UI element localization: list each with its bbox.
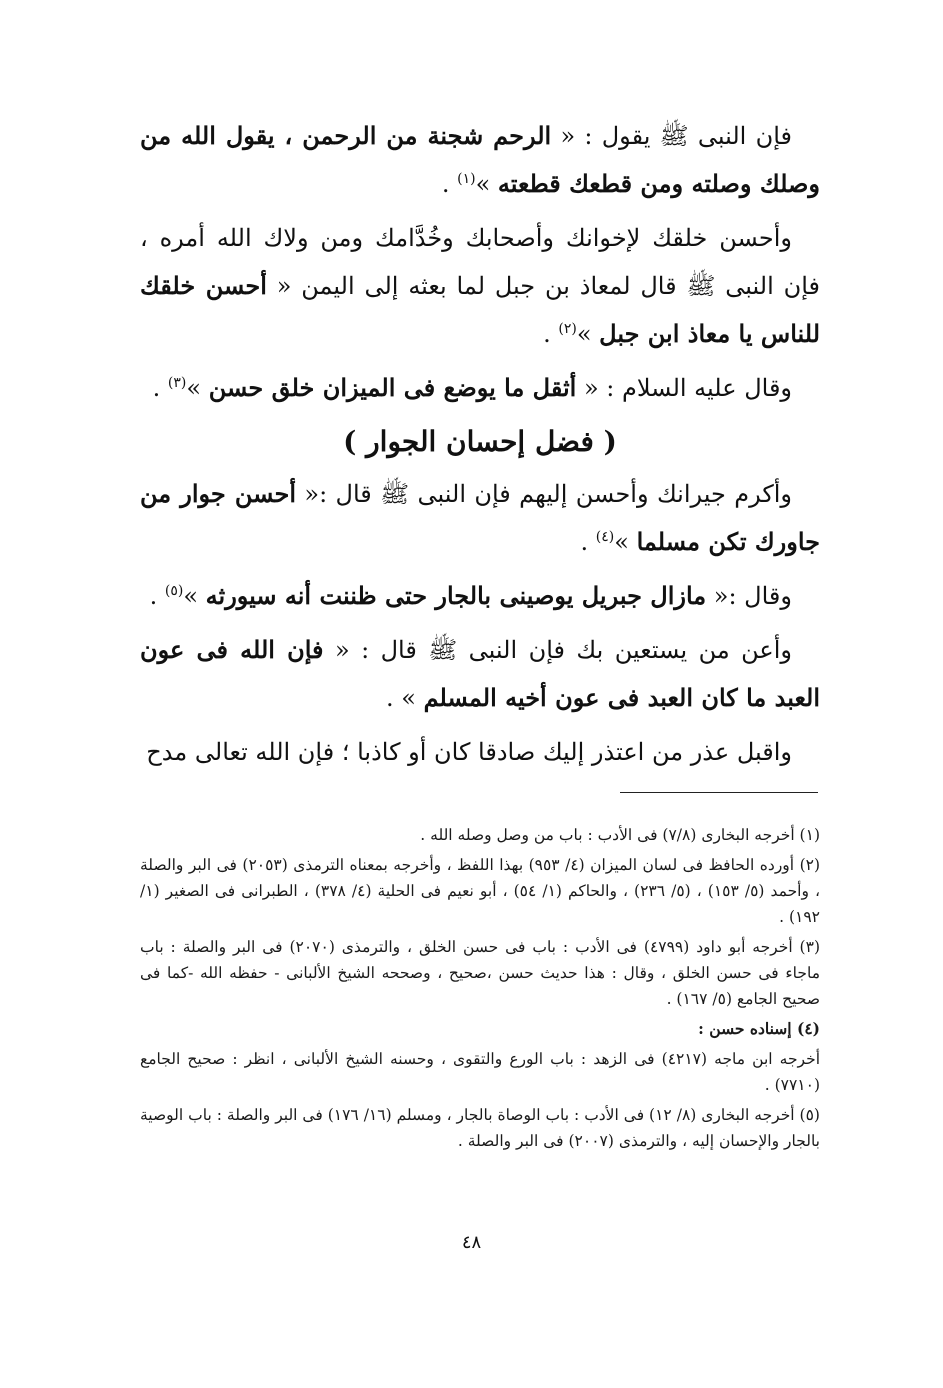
footnote-ref-2[interactable]: (٢) bbox=[558, 321, 577, 337]
section-heading: ( فضل إحسان الجوار ) bbox=[343, 425, 617, 458]
text: » bbox=[576, 320, 600, 348]
footnote-5: (٥) أخرجه البخارى (٨/ ١٢) فى الأدب : باب الوصاة بالجار ، ومسلم (١٦/ ١٧٦) فى البر والصلة : باب الوصية بالجار والإحسان إليه ، والترمذى (٢٠٠٧) فى البر والصلة . bbox=[140, 1106, 820, 1150]
hadith-quote: فإن الله فى عون العبد ما كان العبد فى عون أخيه المسلم bbox=[140, 635, 820, 712]
paragraph-7 bbox=[140, 728, 820, 776]
footnote-divider bbox=[620, 792, 818, 793]
text: » bbox=[186, 374, 209, 402]
paragraph-5 bbox=[140, 572, 820, 620]
text: . bbox=[149, 582, 165, 610]
text: » bbox=[614, 528, 637, 556]
paragraph-1 bbox=[140, 112, 820, 208]
footnote-4-heading: (٤) إسناده حسن : bbox=[698, 1019, 820, 1038]
footnote-1: (١) أخرجه البخارى (٧/٨) فى الأدب : باب من وصل وصله الله . bbox=[420, 826, 820, 844]
footnote-ref-4[interactable]: (٤) bbox=[595, 529, 615, 545]
paragraph-6 bbox=[140, 626, 820, 722]
page-number: ٤٨ bbox=[461, 1232, 482, 1253]
text: واقبل عذر من اعتذر إليك صادقا كان أو كاذبا ؛ فإن الله تعالى مدح bbox=[146, 738, 792, 766]
text: » bbox=[475, 170, 498, 198]
text: . bbox=[152, 374, 168, 402]
text: » . bbox=[385, 684, 424, 712]
hadith-quote: أحسن خلقك للناس يا معاذ ابن جبل bbox=[140, 271, 820, 348]
text: . bbox=[543, 320, 559, 348]
footnote-ref-5[interactable]: (٥) bbox=[164, 583, 184, 599]
text: . bbox=[580, 528, 596, 556]
text: وأكرم جيرانك وأحسن إليهم فإن النبى ﷺ قال :« bbox=[296, 480, 792, 508]
text: » bbox=[183, 582, 206, 610]
hadith-quote: أحسن جوار من جاورك تكن مسلما bbox=[140, 479, 820, 556]
hadith-quote: أثقل ما يوضع فى الميزان خلق حسن bbox=[208, 373, 577, 402]
footnote-3: (٣) أخرجه أبو داود (٤٧٩٩) فى الأدب : باب فى حسن الخلق ، والترمذى (٢٠٧٠) فى البر والصلة : باب ماجاء فى حسن الخلق ، وقال : هذا حديث حسن ،صحيح ، وصححه الشيخ الألبانى - حفظه الله -كما فى صحيح الجامع (٥/ ١٦٧) . bbox=[140, 938, 820, 1008]
paragraph-4 bbox=[140, 470, 820, 566]
footnote-4: أخرجه ابن ماجه (٤٢١٧) فى الزهد : باب الورع والتقوى ، وحسنه الشيخ الألبانى ، انظر : صحيح الجامع (٧٧١٠) . bbox=[140, 1050, 820, 1094]
hadith-quote: مازال جبريل يوصينى بالجار حتى ظننت أنه سيورثه bbox=[205, 581, 707, 610]
hadith-quote: الرحم شجنة من الرحمن ، يقول الله من وصلك وصلته ومن قطعك قطعته bbox=[140, 121, 820, 198]
footnote-2: (٢) أورده الحافظ فى لسان الميزان (٤/ ٩٥٣) بهذا اللفظ ، وأخرجه بمعناه الترمذى (٢٠٥٣) فى البر والصلة ، وأحمد (٥/ ١٥٣) ، (٥/ ٢٣٦) ، والحاكم (١/ ٥٤) ، أبو نعيم فى الحلية (٤/ ٣٧٨) ، الطبرانى فى الصغير (١/ ١٩٢) . bbox=[140, 856, 821, 926]
text: وقال :« bbox=[706, 582, 792, 610]
paragraph-3 bbox=[140, 364, 820, 412]
text: . bbox=[441, 170, 458, 198]
text: فإن النبى ﷺ يقول : « bbox=[551, 122, 792, 150]
footnote-ref-3[interactable]: (٣) bbox=[167, 375, 187, 391]
main-text bbox=[140, 112, 820, 782]
footnote-ref-1[interactable]: (١) bbox=[457, 171, 476, 187]
text: وقال عليه السلام : « bbox=[576, 374, 792, 402]
paragraph-2 bbox=[140, 214, 820, 358]
text: وأحسن خلقك لإخوانك وأصحابك وخُدَّامك ومن ولاك الله أمره ، فإن النبى ﷺ قال لمعاذ بن جبل لما بعثه إلى اليمن « bbox=[140, 224, 820, 300]
text: وأعن من يستعين بك فإن النبى ﷺ قال : « bbox=[323, 636, 793, 664]
footnotes bbox=[140, 822, 820, 1158]
